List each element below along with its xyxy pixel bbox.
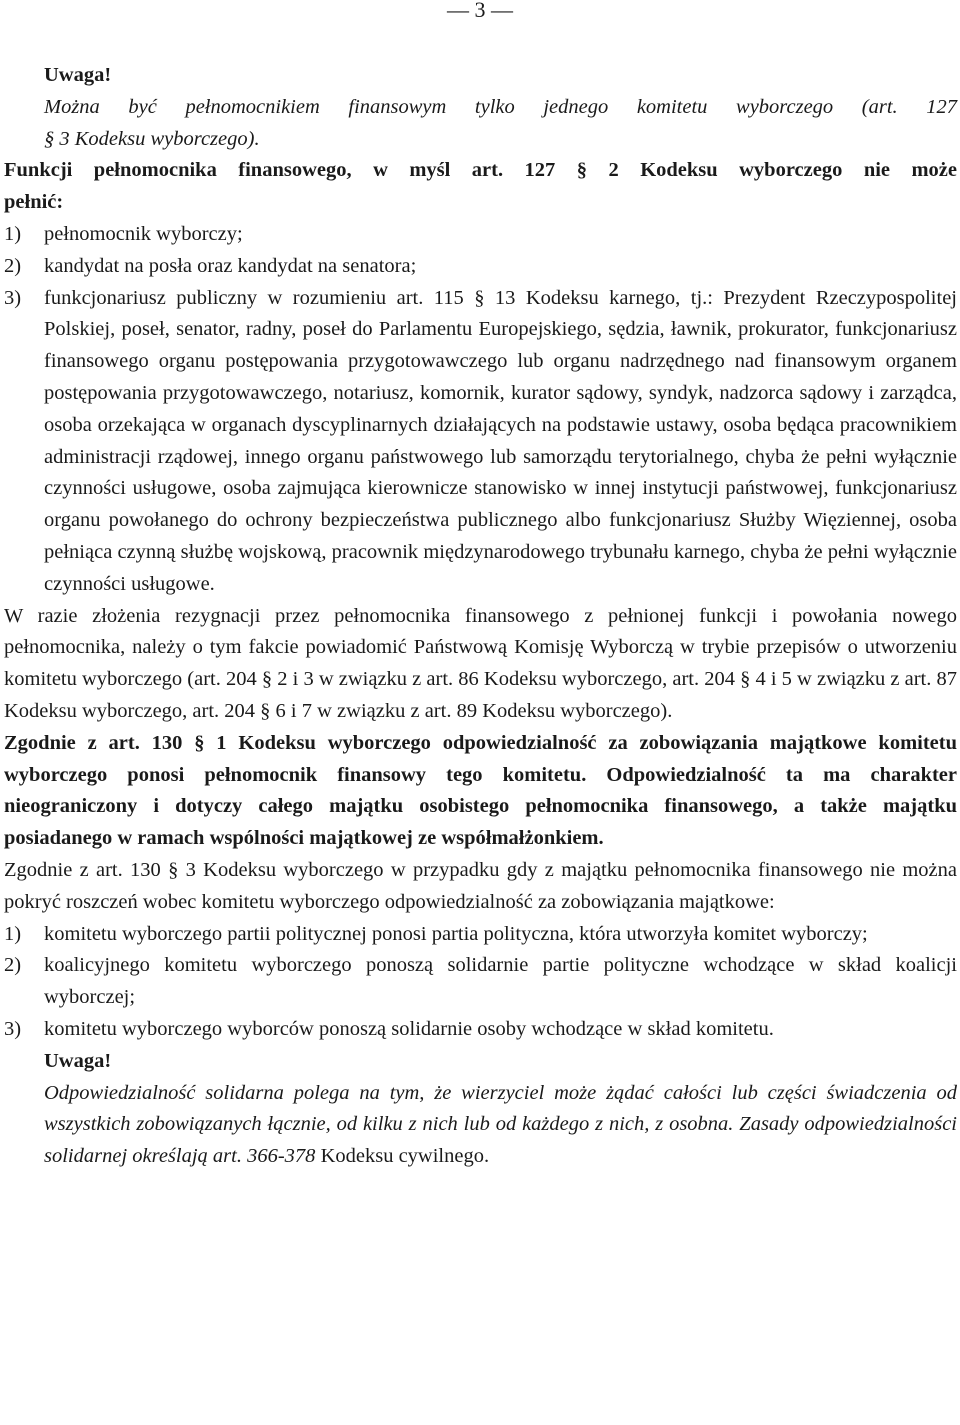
note-italic-text: Odpowiedzialność solidarna polega na tym, że wierzyciel może żądać całości lub części świadczenia od wszystkich zobowiązanych łącznie, od kilku z nich lub od każdego z nich, z osobna. Zasady odpowiedzialności solidarnej określają art. 366-378 xyxy=(44,1081,957,1168)
list-item-text: komitetu wyborczego partii politycznej ponosi partia polityczna, która utworzyła komitet wyborczy; xyxy=(44,922,868,945)
restriction-intro-line2: pełnić: xyxy=(4,191,64,214)
list-item xyxy=(4,251,957,283)
list-item-number: 2) xyxy=(4,254,22,277)
list-item-text: pełnomocnik wyborczy; xyxy=(44,222,243,245)
note-label: Uwaga! xyxy=(44,64,112,86)
list-item xyxy=(4,283,957,601)
note-label: Uwaga! xyxy=(44,1049,112,1072)
list-item-number: 2) xyxy=(4,954,22,977)
list-item-number: 3) xyxy=(4,1017,22,1040)
list-item xyxy=(4,1014,957,1046)
note-text-line1: Można być pełnomocnikiem finansowym tylko jednego komitetu wyborczego (art. 127 xyxy=(44,95,957,118)
page-number: — 3 — xyxy=(447,0,513,22)
list-item-text: kandydat na posła oraz kandydat na senatora; xyxy=(44,254,417,277)
solidary-liability-note xyxy=(4,1078,957,1173)
note-regular-text: Kodeksu cywilnego. xyxy=(315,1145,490,1168)
list-item-number: 1) xyxy=(4,222,22,245)
list-item-text: komitetu wyborczego wyborców ponoszą solidarnie osoby wchodzące w skład komitetu. xyxy=(44,1017,774,1040)
resignation-paragraph: W razie złożenia rezygnacji przez pełnomocnika finansowego z pełnionej funkcji i powołania nowego pełnomocnika, należy o tym fakcie powiadomić Państwową Komisję Wyborczą w trybie przepisów o utworzeniu komitetu wyborczego (art. 204 § 2 i 3 w związku z art. 86 Kodeksu wyborczego, art. 204 § 4 i 5 w związku z art. 87 Kodeksu wyborczego, art. 204 § 6 i 7 w związku z art. 89 Kodeksu wyborczego). xyxy=(4,604,957,722)
list-item-text: koalicyjnego komitetu wyborczego ponoszą solidarnie partie polityczne wchodzące w skład koalicji wyborczej; xyxy=(44,954,957,1009)
list-item-number: 1) xyxy=(4,922,22,945)
page-content xyxy=(4,60,957,1173)
list-item-number: 3) xyxy=(4,286,22,309)
restriction-intro-line1: Funkcji pełnomocnika finansowego, w myśl art. 127 § 2 Kodeksu wyborczego nie może xyxy=(4,159,957,182)
list-item xyxy=(4,950,957,1014)
note-text-line2: § 3 Kodeksu wyborczego). xyxy=(44,127,260,150)
list-item-text: funkcjonariusz publiczny w rozumieniu art. 115 § 13 Kodeksu karnego, tj.: Prezydent Rzeczypospolitej Polskiej, poseł, senator, radny, poseł do Parlamentu Europejskiego, sędzia, ławnik, prokurator, funkcjonariusz finansowego organu postępowania przygotowawczego lub organu nadrzędnego nad finansowym organem postępowania przygotowawczego, notariusz, komornik, kurator sądowy, syndyk, nadzorca sądowy i zarządca, osoba orzekająca w organach dyscyplinarnych działających na podstawie ustawy, osoba będąca pracownikiem administracji rządowej, innego organu państwowego lub samorządu terytorialnego, chyba że pełni wyłącznie czynności usługowe, osoba zajmująca kierownicze stanowisko w innej instytucji państwowej, funkcjonariusz organu powołanego do ochrony bezpieczeństwa publicznego albo funkcjonariusz Służby Więziennej, osoba pełniąca czynną służbę wojskową, pracownik międzynarodowego trybunału karnego, chyba że pełni wyłącznie czynności usługowe. xyxy=(44,286,957,595)
list-item xyxy=(4,219,957,251)
liability-intro-paragraph: Zgodnie z art. 130 § 3 Kodeksu wyborczego w przypadku gdy z majątku pełnomocnika finansowego nie można pokryć roszczeń wobec komitetu wyborczego odpowiedzialność za zobowiązania majątkowe: xyxy=(4,858,957,913)
list-item xyxy=(4,919,957,951)
liability-paragraph: Zgodnie z art. 130 § 1 Kodeksu wyborczego odpowiedzialność za zobowiązania majątkowe komitetu wyborczego ponosi pełnomocnik finansowy tego komitetu. Odpowiedzialność ta ma charakter nieograniczony i dotyczy całego majątku osobistego pełnomocnika finansowego, a także majątku posiadanego w ramach wspólności majątkowej ze współmałżonkiem. xyxy=(4,731,957,850)
